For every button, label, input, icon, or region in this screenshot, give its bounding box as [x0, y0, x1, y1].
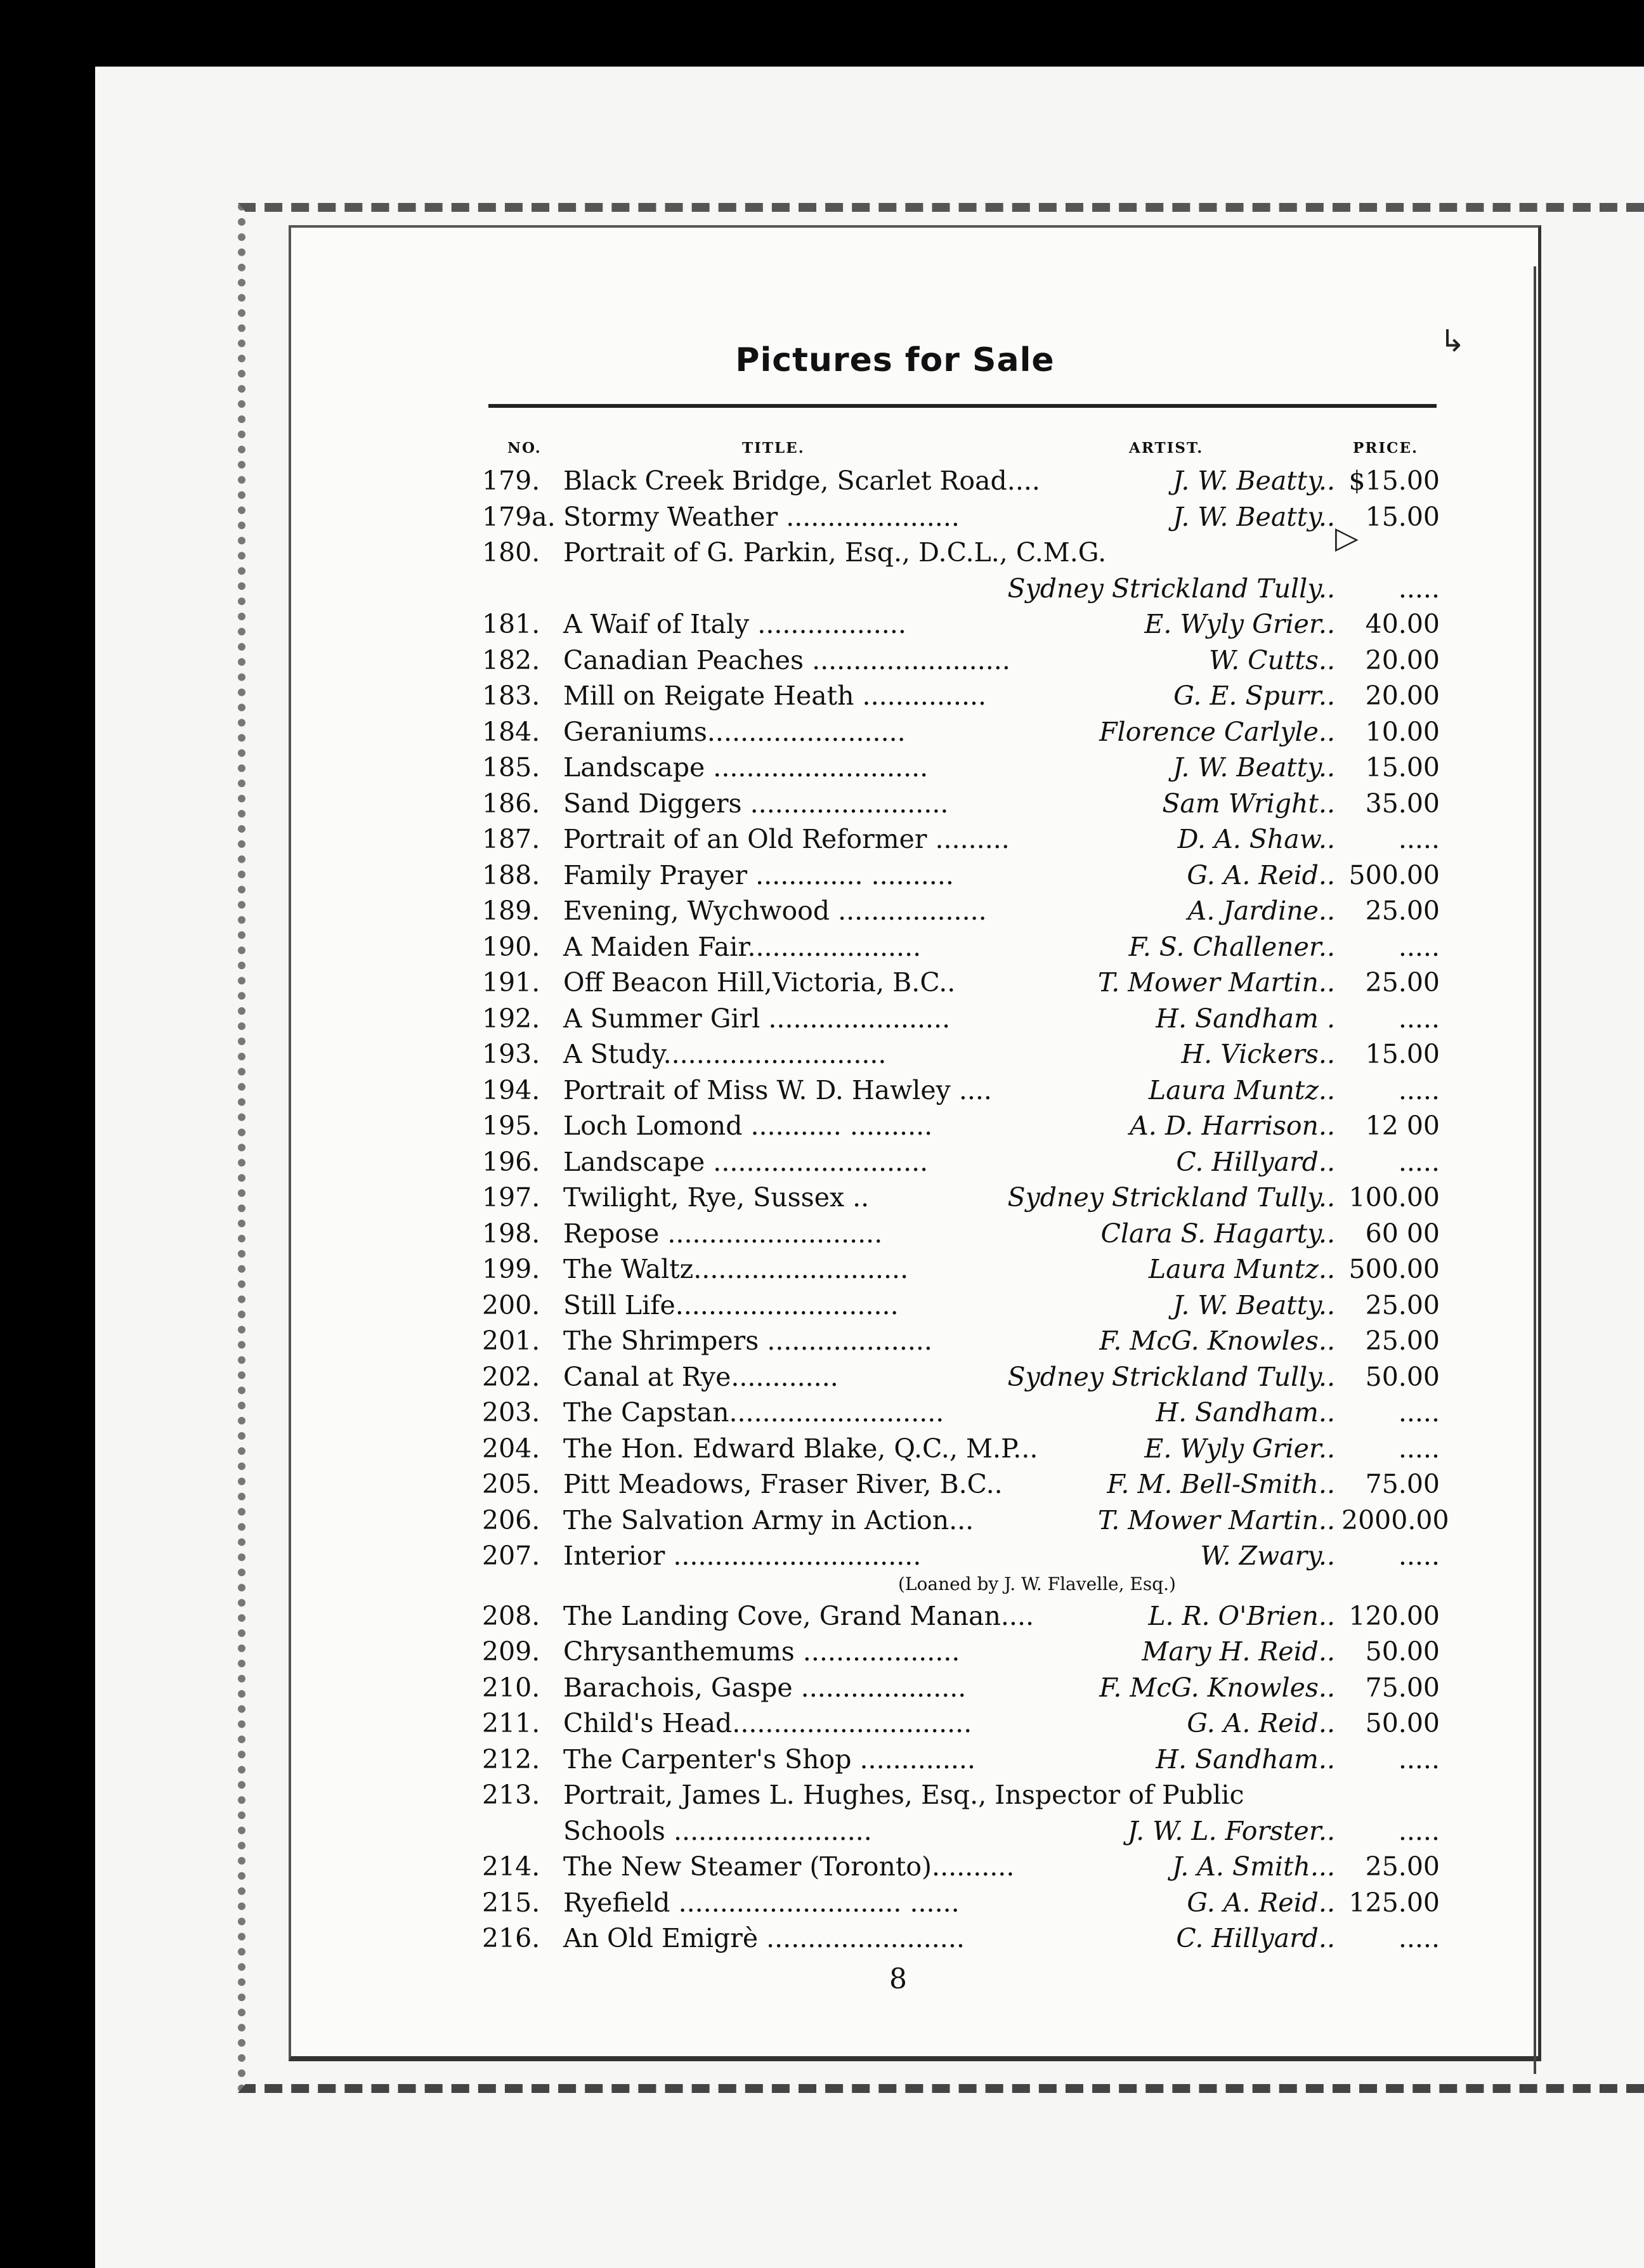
entry-title: Off Beacon Hill,Victoria, B.C.. — [563, 967, 956, 998]
page-edge-line — [1534, 266, 1536, 2074]
entry-price: 10.00 — [1365, 716, 1440, 747]
catalogue-entry — [482, 1001, 1440, 1037]
catalogue-entry — [482, 750, 1440, 786]
entry-price: 25.00 — [1365, 1289, 1440, 1320]
entry-number: 198. — [482, 1218, 540, 1249]
entry-title: Landscape .......................... — [563, 752, 929, 783]
entry-artist: L. R. O'Brien.. — [1148, 1600, 1335, 1631]
entry-artist: Sydney Strickland Tully.. — [1007, 1361, 1335, 1392]
catalogue-entry — [482, 571, 1440, 607]
entry-number: 202. — [482, 1361, 540, 1392]
entry-price: 2000.00 — [1341, 1504, 1449, 1535]
catalogue-entry — [482, 1538, 1440, 1574]
entry-price: 75.00 — [1365, 1469, 1440, 1499]
entry-number: 183. — [482, 681, 540, 711]
entry-number: 190. — [482, 931, 540, 962]
entry-price: ..... — [1398, 824, 1440, 854]
entry-number: 205. — [482, 1469, 540, 1499]
catalogue-entry — [482, 857, 1440, 894]
entry-title: The Shrimpers .................... — [563, 1326, 932, 1356]
entry-title: Ryefield ........................... ...... — [563, 1887, 960, 1918]
column-headers — [488, 440, 1437, 459]
entry-price: 15.00 — [1365, 1039, 1440, 1069]
catalogue-entry — [482, 1144, 1440, 1180]
entry-number: 211. — [482, 1708, 540, 1738]
entry-number: 201. — [482, 1326, 540, 1356]
entry-price: 25.00 — [1365, 967, 1440, 998]
catalogue-entry — [482, 1502, 1449, 1539]
catalogue-entry — [482, 1849, 1440, 1885]
entry-title: Chrysanthemums ................... — [563, 1636, 960, 1667]
entry-artist: Laura Muntz.. — [1148, 1254, 1335, 1284]
catalogue-entry — [482, 821, 1440, 857]
entry-title: The Landing Cove, Grand Manan.... — [563, 1600, 1034, 1631]
entry-number: 196. — [482, 1146, 540, 1177]
entry-number: 209. — [482, 1636, 540, 1667]
catalogue-entry — [482, 1920, 1440, 1957]
entry-price: 50.00 — [1365, 1708, 1440, 1738]
entry-artist: Laura Muntz.. — [1148, 1074, 1335, 1105]
page-number: 8 — [889, 1963, 907, 1995]
entry-price: $15.00 — [1348, 466, 1440, 496]
entry-title: Interior .............................. — [563, 1541, 922, 1571]
catalogue-entry — [482, 499, 1440, 535]
catalogue-list — [482, 463, 1449, 1957]
catalogue-entry — [482, 1466, 1440, 1502]
entry-artist: G. A. Reid.. — [1187, 859, 1335, 890]
entry-price: 50.00 — [1365, 1636, 1440, 1667]
entry-artist: Sydney Strickland Tully.. — [1007, 573, 1335, 604]
entry-number: 192. — [482, 1003, 540, 1034]
header-title: TITLE. — [742, 440, 805, 457]
entry-price: 20.00 — [1365, 644, 1440, 675]
header-artist: ARTIST. — [1129, 440, 1204, 457]
catalogue-entry — [482, 1036, 1440, 1072]
entry-price: 75.00 — [1365, 1672, 1440, 1703]
entry-number: 206. — [482, 1504, 540, 1535]
entry-artist: C. Hillyard.. — [1176, 1146, 1335, 1177]
entry-artist: G. A. Reid.. — [1187, 1708, 1335, 1738]
entry-title: Landscape .......................... — [563, 1146, 929, 1177]
header-no: NO. — [507, 440, 542, 457]
entry-price: ..... — [1398, 573, 1440, 604]
entry-artist: W. Zwary.. — [1200, 1541, 1335, 1571]
entry-number: 180. — [482, 537, 540, 568]
entry-title: An Old Emigrè ........................ — [563, 1923, 965, 1953]
entry-artist: H. Vickers.. — [1181, 1039, 1335, 1069]
entry-price: 15.00 — [1365, 752, 1440, 783]
entry-artist: F. McG. Knowles.. — [1099, 1672, 1335, 1703]
entry-artist: H. Sandham . — [1156, 1003, 1335, 1034]
entry-artist: D. A. Shaw.. — [1177, 824, 1335, 854]
entry-number: 182. — [482, 644, 540, 675]
catalogue-entry — [482, 1072, 1440, 1109]
catalogue-entry — [482, 1634, 1440, 1670]
entry-title: The New Steamer (Toronto).......... — [563, 1851, 1015, 1882]
entry-number: 179. — [482, 466, 540, 496]
catalogue-entry — [482, 463, 1440, 499]
entry-number: 188. — [482, 859, 540, 890]
entry-artist: T. Mower Martin.. — [1097, 1504, 1335, 1535]
entry-number: 200. — [482, 1289, 540, 1320]
catalogue-entry — [482, 965, 1440, 1001]
entry-price: ..... — [1398, 1074, 1440, 1105]
entry-title: Loch Lomond ........... .......... — [563, 1111, 933, 1141]
catalogue-entry — [482, 1431, 1440, 1467]
entry-title: Barachois, Gaspe .................... — [563, 1672, 967, 1703]
entry-title: Twilight, Rye, Sussex .. — [563, 1182, 870, 1213]
entry-price: ..... — [1398, 1743, 1440, 1775]
entry-artist: J. W. Beatty.. — [1173, 752, 1335, 783]
stray-mark: ▷ — [1335, 520, 1359, 556]
entry-artist: W. Cutts.. — [1209, 644, 1335, 675]
entry-price: 40.00 — [1365, 609, 1440, 639]
entry-price: ..... — [1398, 1815, 1440, 1846]
entry-title: Sand Diggers ........................ — [563, 788, 949, 819]
catalogue-entry — [482, 606, 1440, 642]
entry-artist: F. M. Bell-Smith.. — [1107, 1469, 1335, 1499]
entry-artist: J. W. Beatty.. — [1173, 1289, 1335, 1320]
entry-title: A Waif of Italy .................. — [563, 609, 906, 639]
entry-title: Repose .......................... — [563, 1218, 883, 1249]
entry-number: 181. — [482, 609, 540, 639]
entry-title: The Hon. Edward Blake, Q.C., M.P... — [563, 1433, 1038, 1464]
catalogue-entry — [482, 1742, 1440, 1778]
entry-artist: G. E. Spurr.. — [1173, 681, 1335, 711]
entry-title: Portrait of G. Parkin, Esq., D.C.L., C.M.G. — [563, 537, 1107, 568]
entry-number: 207. — [482, 1541, 540, 1571]
catalogue-entry — [482, 786, 1440, 822]
catalogue-entry — [482, 714, 1440, 750]
entry-number: 191. — [482, 967, 540, 998]
entry-price: 60 00 — [1365, 1218, 1440, 1249]
entry-title: Schools ........................ — [563, 1815, 872, 1846]
entry-artist: Sydney Strickland Tully.. — [1007, 1182, 1335, 1213]
entry-number: 204. — [482, 1433, 540, 1464]
catalogue-entry — [482, 1705, 1440, 1742]
entry-number: 194. — [482, 1074, 540, 1105]
catalogue-entry — [482, 929, 1440, 965]
entry-price: ..... — [1398, 931, 1440, 962]
page-title: Pictures for Sale — [735, 341, 1055, 379]
title-rule — [488, 404, 1437, 408]
entry-title: The Capstan.......................... — [563, 1397, 944, 1428]
catalogue-entry — [482, 642, 1440, 679]
entry-artist: E. Wyly Grier.. — [1144, 1433, 1335, 1464]
entry-artist: J. A. Smith... — [1171, 1851, 1335, 1882]
catalogue-entry — [482, 1777, 1440, 1813]
entry-number: 186. — [482, 788, 540, 819]
entry-title: Still Life........................... — [563, 1289, 899, 1320]
entry-title: Canal at Rye............. — [563, 1361, 838, 1392]
catalogue-entry — [482, 1216, 1440, 1252]
entry-artist: A. D. Harrison.. — [1130, 1111, 1335, 1141]
entry-number: 193. — [482, 1039, 540, 1069]
entry-artist: H. Sandham.. — [1156, 1743, 1335, 1775]
entry-price: 15.00 — [1365, 501, 1440, 532]
entry-artist: F. S. Challener.. — [1128, 931, 1335, 962]
entry-title: A Summer Girl ...................... — [563, 1003, 951, 1034]
catalogue-entry — [482, 1108, 1440, 1144]
entry-number: 187. — [482, 824, 540, 854]
entry-title: Canadian Peaches ........................ — [563, 644, 1010, 675]
entry-number: 216. — [482, 1923, 540, 1953]
entry-artist: F. McG. Knowles.. — [1099, 1326, 1335, 1356]
entry-number: 197. — [482, 1182, 540, 1213]
entry-number: 212. — [482, 1743, 540, 1775]
entry-price: 125.00 — [1348, 1887, 1440, 1918]
entry-price: 500.00 — [1348, 1254, 1440, 1284]
entry-title: Portrait of Miss W. D. Hawley .... — [563, 1074, 992, 1105]
entry-title: A Maiden Fair..................... — [563, 931, 922, 962]
entry-price: 120.00 — [1348, 1600, 1440, 1631]
entry-price: 100.00 — [1348, 1182, 1440, 1213]
entry-number: 195. — [482, 1111, 540, 1141]
entry-number: 210. — [482, 1672, 540, 1703]
catalogue-entry — [482, 1670, 1440, 1706]
entry-price: ..... — [1398, 1541, 1440, 1571]
entry-title: Stormy Weather ..................... — [563, 501, 960, 532]
entry-title: Pitt Meadows, Fraser River, B.C.. — [563, 1469, 1003, 1499]
entry-title: The Carpenter's Shop .............. — [563, 1743, 975, 1775]
entry-title: Mill on Reigate Heath ............... — [563, 681, 987, 711]
entry-number: 199. — [482, 1254, 540, 1284]
catalogue-entry — [482, 1598, 1440, 1634]
catalogue-entry — [482, 1885, 1440, 1921]
entry-artist: E. Wyly Grier.. — [1144, 609, 1335, 639]
entry-price: ..... — [1398, 1433, 1440, 1464]
entry-artist: A. Jardine.. — [1187, 896, 1335, 926]
entry-number: 203. — [482, 1397, 540, 1428]
entry-artist: Florence Carlyle.. — [1099, 716, 1335, 747]
catalogue-entry — [482, 1395, 1440, 1431]
entry-artist: Mary H. Reid.. — [1142, 1636, 1335, 1667]
entry-price: 25.00 — [1365, 896, 1440, 926]
entry-price: ..... — [1398, 1003, 1440, 1034]
entry-title: Portrait of an Old Reformer ......... — [563, 824, 1010, 854]
entry-price: 25.00 — [1365, 1851, 1440, 1882]
entry-number: 213. — [482, 1780, 540, 1810]
entry-title: A Study........................... — [563, 1039, 887, 1069]
entry-price: ..... — [1398, 1923, 1440, 1953]
entry-price: ..... — [1398, 1146, 1440, 1177]
stray-mark: ↳ — [1440, 323, 1466, 359]
catalogue-entry — [482, 1180, 1440, 1216]
entry-number: 208. — [482, 1600, 540, 1631]
entry-artist: J. W. Beatty.. — [1173, 466, 1335, 496]
entry-price: 20.00 — [1365, 681, 1440, 711]
entry-artist: C. Hillyard.. — [1176, 1923, 1335, 1953]
entry-artist: J. W. L. Forster.. — [1127, 1815, 1335, 1846]
entry-number: 189. — [482, 896, 540, 926]
catalogue-entry — [482, 535, 1440, 571]
catalogue-entry — [482, 1813, 1440, 1849]
entry-artist: Clara S. Hagarty.. — [1100, 1218, 1335, 1249]
catalogue-entry — [482, 678, 1440, 714]
catalogue-entry — [482, 1287, 1440, 1324]
catalogue-entry — [482, 893, 1440, 929]
entry-title: Child's Head............................. — [563, 1708, 972, 1738]
entry-price: 35.00 — [1365, 788, 1440, 819]
loan-note: (Loaned by J. W. Flavelle, Esq.) — [898, 1573, 1176, 1594]
entry-number: 185. — [482, 752, 540, 783]
catalogue-entry — [482, 1323, 1440, 1359]
entry-title: Family Prayer ............. .......... — [563, 859, 954, 890]
entry-title: Evening, Wychwood .................. — [563, 896, 987, 926]
entry-price: 500.00 — [1348, 859, 1440, 890]
entry-title: The Salvation Army in Action... — [563, 1504, 974, 1535]
entry-artist: H. Sandham.. — [1156, 1397, 1335, 1428]
entry-artist: G. A. Reid.. — [1187, 1887, 1335, 1918]
entry-number: 215. — [482, 1887, 540, 1918]
catalogue-entry — [482, 1359, 1440, 1395]
entry-title: Geraniums........................ — [563, 716, 906, 747]
entry-price: ..... — [1398, 1397, 1440, 1428]
entry-title: Black Creek Bridge, Scarlet Road.... — [563, 466, 1040, 496]
entry-price: 25.00 — [1365, 1326, 1440, 1356]
catalogue-entry — [482, 1251, 1440, 1287]
entry-number: 179a. — [482, 501, 556, 532]
header-price: PRICE. — [1353, 440, 1419, 457]
entry-number: 184. — [482, 716, 540, 747]
entry-artist: Sam Wright.. — [1162, 788, 1335, 819]
entry-number: 214. — [482, 1851, 540, 1882]
entry-price: 12 00 — [1365, 1111, 1440, 1141]
entry-title: Portrait, James L. Hughes, Esq., Inspector of Public — [563, 1780, 1244, 1810]
entry-artist: J. W. Beatty.. — [1173, 501, 1335, 532]
entry-title: The Waltz.......................... — [563, 1254, 909, 1284]
entry-price: 50.00 — [1365, 1361, 1440, 1392]
entry-artist: T. Mower Martin.. — [1097, 967, 1335, 998]
